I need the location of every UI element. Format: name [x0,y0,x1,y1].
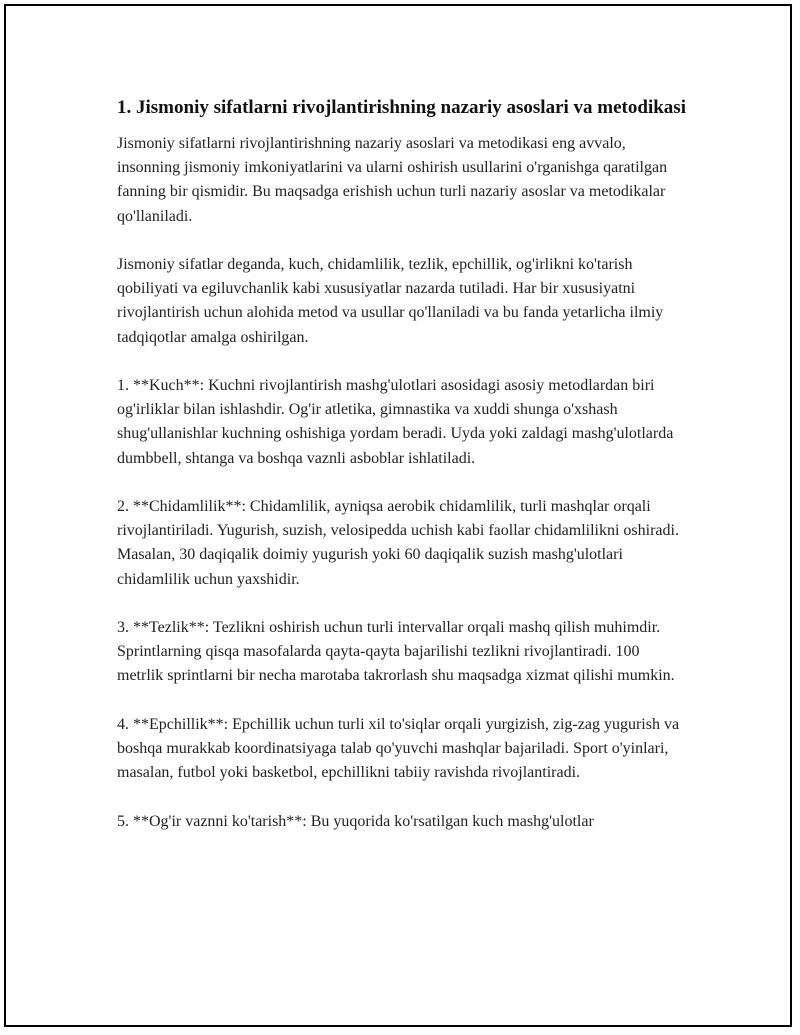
paragraph-strength: 1. **Kuch**: Kuchni rivojlantirish mashg'ulotlari asosidagi asosiy metodlardan biri og'irliklar bilan ishlashdir. Og'ir atletika, gimnastika va xuddi shunga o'xshash shug'ullanishlar kuchning oshishiga yordam beradi. Uyda yoki zaldagi mashg'ulotlarda dumbbell, shtanga va boshqa vaznli asboblar ishlatiladi. [117,377,674,467]
paragraph-intro: Jismoniy sifatlarni rivojlantirishning nazariy asoslari va metodikasi eng avvalo, insonning jismoniy imkoniyatlarini va ularni oshirish usullarini o'rganishga qaratilgan fanning bir qismidir. Bu maqsadga erishish uchun turli nazariy asoslar va metodikalar qo'llaniladi. [117,135,668,225]
paragraph-weightlifting: 5. **Og'ir vaznni ko'tarish**: Bu yuqorida ko'rsatilgan kuch mashg'ulotlar [117,812,594,830]
document-body [117,94,689,834]
section-heading: 1. Jismoniy sifatlarni rivojlantirishning nazariy asoslari va metodikasi [117,97,686,118]
paragraph-endurance: 2. **Chidamlilik**: Chidamlilik, ayniqsa aerobik chidamlilik, turli mashqlar orqali rivojlantiriladi. Yugurish, suzish, velosipedda uchish kabi faollar chidamlilikni oshiradi. Masalan, 30 daqiqalik doimiy yugurish yoki 60 daqiqalik suzish mashg'ulotlari chidamlilik uchun yaxshidir. [117,498,679,588]
paragraph-qualities: Jismoniy sifatlar deganda, kuch, chidamlilik, tezlik, epchillik, og'irlikni ko'tarish qobiliyati va egiluvchanlik kabi xususiyatlar nazarda tutiladi. Har bir xususiyatni rivojlantirish uchun alohida metod va usullar qo'llaniladi va bu fanda yetarlicha ilmiy tadqiqotlar amalga oshirilgan. [117,256,664,346]
paragraph-agility: 4. **Epchillik**: Epchillik uchun turli xil to'siqlar orqali yurgizish, zig-zag yugurish va boshqa murakkab koordinatsiyaga talab qo'yuvchi mashqlar bajariladi. Sport o'yinlari, masalan, futbol yoki basketbol, epchillikni tabiiy ravishda rivojlantiradi. [117,715,680,782]
paragraph-speed: 3. **Tezlik**: Tezlikni oshirish uchun turli intervallar orqali mashq qilish muhimdir. Sprintlarning qisqa masofalarda qayta-qayta bajarilishi tezlikni rivojlantiradi. 100 metrlik sprintlarni bir necha marotaba takrorlash shu maqsadga xizmat qilishi mumkin. [117,619,675,685]
